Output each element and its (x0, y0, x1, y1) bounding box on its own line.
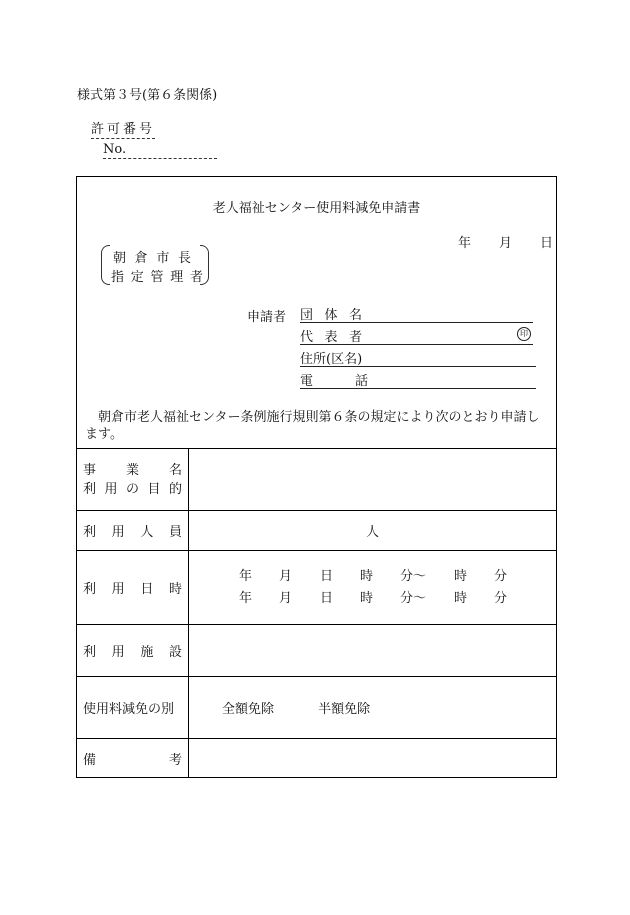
table-row (77, 449, 556, 511)
date-month-label: 月 (499, 236, 513, 251)
form-number: 様式第３号(第６条関係) (77, 88, 218, 103)
org-name-label: 団 体 名 (300, 308, 362, 323)
remarks-label: 備 考 (77, 739, 189, 778)
project-purpose-value[interactable] (189, 449, 557, 511)
phone-field[interactable] (300, 370, 536, 389)
table-row (77, 511, 556, 551)
addressee-right-bracket (200, 245, 209, 285)
no-label: No. (103, 142, 127, 157)
full-exemption-option[interactable]: 全額免除 (222, 702, 275, 717)
people-unit: 人 (365, 525, 379, 540)
table-row (77, 551, 556, 625)
people-count-label: 利 用 人 員 (77, 511, 189, 551)
table-row (77, 625, 556, 677)
representative-field[interactable] (300, 326, 533, 345)
permit-number-field[interactable] (103, 142, 217, 159)
applicant-label: 申請者 (247, 310, 287, 325)
datetime-row-end: 年 月 日 時 分〜 時 分 (239, 590, 508, 606)
table-row (77, 739, 556, 778)
address-field[interactable] (300, 348, 536, 367)
address-label: 住所(区名) (300, 352, 363, 367)
statement-text: 朝倉市老人福祉センター条例施行規則第６条の規定により次のとおり申請します。 (85, 410, 540, 442)
facility-label: 利 用 施 設 (77, 625, 189, 677)
half-exemption-option[interactable]: 半額免除 (318, 702, 371, 717)
usage-datetime-label: 利 用 日 時 (77, 551, 189, 625)
representative-label: 代 表 者 (300, 330, 362, 345)
form-title: 老人福祉センター使用料減免申請書 (212, 201, 421, 216)
addressee-manager: 指 定 管 理 者 (111, 270, 203, 285)
org-name-field[interactable] (300, 304, 533, 323)
addressee-left-bracket (101, 245, 110, 285)
project-purpose-label: 事 業 名 利 用 の 目 的 (77, 449, 189, 511)
phone-label: 電 話 (300, 374, 368, 389)
seal-mark: 印 (517, 327, 531, 341)
table-row (77, 677, 556, 739)
usage-datetime-value[interactable] (189, 551, 557, 625)
application-form (76, 176, 557, 778)
discount-type-label: 使用料減免の別 (77, 677, 189, 739)
datetime-row-start: 年 月 日 時 分〜 時 分 (239, 568, 508, 584)
addressee-mayor: 朝 倉 市 長 (113, 251, 191, 266)
permit-number-label: 許可番号 (91, 122, 156, 137)
remarks-value[interactable] (189, 739, 557, 778)
date-year-label: 年 (458, 236, 472, 251)
people-count-value[interactable] (189, 511, 557, 551)
addressee (101, 245, 209, 285)
facility-value[interactable] (189, 625, 557, 677)
details-table (77, 448, 556, 778)
discount-type-value (189, 677, 557, 739)
date-day-label: 日 (540, 236, 554, 251)
